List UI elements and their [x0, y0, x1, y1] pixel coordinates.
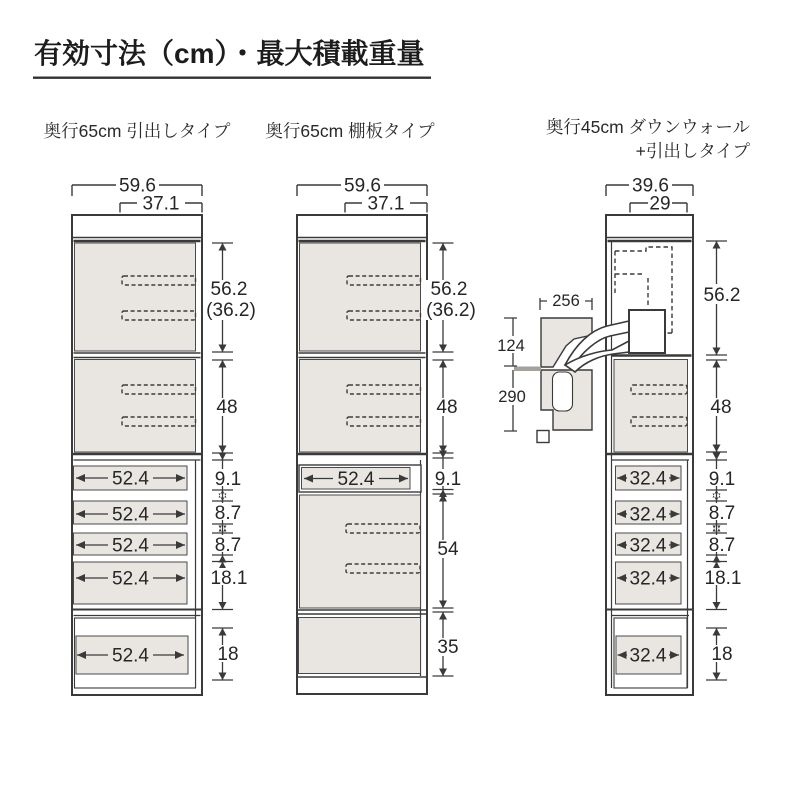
cabinet3-inner-width: 29	[649, 193, 671, 215]
drawer-width-label: 32.4	[629, 468, 667, 490]
cabinet2-shelf2-height: 48	[436, 397, 458, 418]
cabinet1-header: 奥行65cm 引出しタイプ	[43, 121, 231, 141]
cabinet3-height-dims	[698, 241, 746, 680]
downwall-foot	[537, 431, 549, 443]
drawer-width-label: 32.4	[629, 535, 667, 557]
cabinet3-header-line2: +引出しタイプ	[635, 141, 750, 161]
cabinet2-shelf-section2	[300, 360, 421, 453]
cabinet1-shelf-section1	[75, 243, 196, 351]
page-header	[33, 38, 431, 79]
cabinet3-header-line1: 奥行45cm ダウンウォール	[545, 117, 750, 137]
cabinet2-header: 奥行65cm 棚板タイプ	[265, 121, 435, 141]
page-title: 有効寸法（cm）・最大積載重量	[34, 38, 425, 69]
cabinet1-drawer2-height: 8.7	[214, 503, 242, 524]
cabinet2-height-dims	[424, 243, 478, 676]
drawer-width-label: 52.4	[112, 645, 149, 667]
cabinet3-drawing	[606, 176, 746, 696]
cabinet1-shelf2-height: 48	[216, 397, 238, 418]
cabinet1-drawer1-height: 9.1	[214, 469, 242, 490]
cabinet1-shelf1-height: 56.2	[210, 279, 248, 300]
downwall-boundary-bar	[514, 367, 541, 372]
cabinet1-drawer4-height: 18.1	[210, 568, 248, 589]
cabinet3-outer-width: 39.6	[632, 175, 669, 197]
cabinet2-bottom-section	[299, 618, 421, 674]
cabinet3-drawer4-height: 18.1	[704, 568, 742, 589]
cabinet2-outer-width: 59.6	[344, 175, 381, 197]
cabinet1-outer-width: 59.6	[119, 175, 156, 197]
cabinet2-shelf-section1	[300, 243, 421, 351]
cabinet2-shelf1-height-alt: (36.2)	[426, 300, 476, 321]
cabinet3-shelf2-height: 48	[710, 397, 732, 418]
cabinet1-shelf-section2	[75, 360, 196, 453]
cabinet2-shelf1-height: 56.2	[430, 279, 468, 300]
cabinet1-drawing	[72, 176, 258, 696]
drawer-width-label: 52.4	[112, 504, 149, 526]
cabinet1-drawer3-height: 8.7	[214, 535, 242, 556]
drawer-width-label: 32.4	[629, 504, 667, 526]
cabinet2-shelf3-height: 54	[437, 539, 459, 560]
downwall-side-cutout	[553, 372, 573, 411]
downwall-upper-height-dim: 124	[497, 337, 525, 355]
drawer-width-label: 32.4	[629, 645, 667, 667]
downwall-basket-box	[629, 310, 665, 353]
cabinet3-drawer1-height: 9.1	[708, 469, 736, 490]
cabinet1-drawer5-height: 18	[217, 644, 239, 665]
cabinet3-shelf-section2	[614, 360, 688, 453]
cabinet3-shelf1-height: 56.2	[703, 285, 741, 306]
cabinet2-shelf-section3	[300, 495, 421, 608]
cabinet1-height-dims	[204, 243, 258, 680]
cabinet3-drawer5-height: 18	[711, 644, 733, 665]
drawer-width-label: 52.4	[112, 535, 149, 557]
downwall-width-dim: 256	[552, 292, 580, 310]
cabinet3-drawer3-height: 8.7	[708, 535, 736, 556]
cabinet2-drawing	[297, 176, 478, 695]
downwall-lower-height-dim: 290	[498, 388, 526, 406]
cabinet1-shelf1-height-alt: (36.2)	[206, 300, 256, 321]
cabinet2-bottom-height: 35	[437, 637, 459, 658]
drawer-width-label: 32.4	[629, 568, 667, 590]
drawer-width-label: 52.4	[337, 469, 375, 490]
drawer-width-label: 52.4	[112, 568, 149, 590]
cabinet2-inner-width: 37.1	[367, 193, 405, 215]
cabinet3-drawer2-height: 8.7	[708, 503, 736, 524]
cabinet1-inner-width: 37.1	[142, 193, 180, 215]
cabinet2-drawer1-height: 9.1	[434, 469, 462, 490]
drawer-width-label: 52.4	[112, 468, 149, 490]
title-underline	[33, 77, 431, 79]
